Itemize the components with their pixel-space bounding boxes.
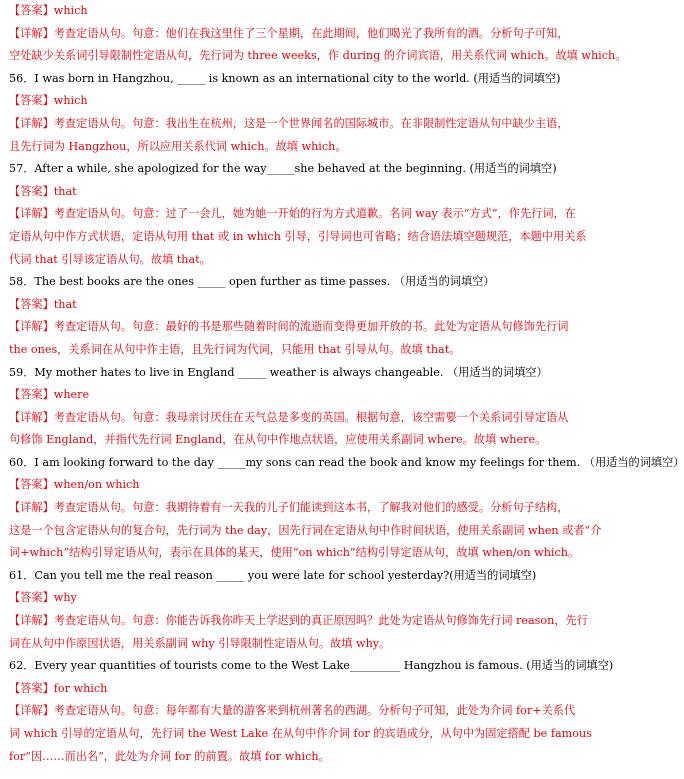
- analysis-line: 词 which 引导的定语从句，先行词 the West Lake 在从句中作介词 for 的宾语成分，从句中为固定搭配 be famous: [9, 727, 592, 740]
- analysis-line: 【详解】考查定语从句。句意：他们在我这里住了三个星期，在此期间，他们喝光了我所有的酒。分析句子可知，: [9, 26, 569, 40]
- question-line: 62．Every year quantities of tourists come to the West Lake_________ Hangzhou is famous. (用适当的词填空): [9, 659, 614, 673]
- question-line: 58．The best books are the ones _____ open further as time passes. （用适当的词填空）: [9, 275, 495, 289]
- answer-line: 【答案】when/on which: [9, 478, 140, 492]
- analysis-line: 【详解】考查定语从句。句意：最好的书是那些随着时间的流逝而变得更加开放的书。此处为定语从句修饰先行词: [9, 320, 569, 334]
- analysis-line: 【详解】考查定语从句。句意：我母亲讨厌住在天气总是多变的英国。根据句意，该空需要一个关系词引导定语从: [9, 410, 569, 424]
- answer-line: 【答案】for which: [9, 681, 108, 695]
- analysis-line: 代词 that 引导该定语从句。故填 that。: [9, 252, 211, 266]
- analysis-line: the ones，关系词在从句中作主语，且先行词为代词，只能用 that 引导从句。故填 that。: [9, 342, 461, 356]
- question-line: 56．I was born in Hangzhou, _____ is known as an international city to the world. (用适当的词填空): [9, 71, 561, 85]
- analysis-line: 【详解】考查定语从句。句意：我出生在杭州，这是一个世界闻名的国际城市。在非限制性定语从句中缺少主语，: [9, 116, 569, 130]
- analysis-line: 词在从句中作原因状语，用关系副词 why 引导限制性定语从句。故填 why。: [9, 636, 391, 650]
- analysis-line: 空处缺少关系词引导限制性定语从句，先行词为 three weeks，作 during 的介词宾语，用关系代词 which。故填 which。: [9, 49, 627, 63]
- answer-line: 【答案】why: [9, 591, 77, 605]
- analysis-line: 且先行词为 Hangzhou，所以应用关系代词 which。故填 which。: [9, 139, 347, 153]
- question-line: 61．Can you tell me the real reason _____ you were late for school yesterday?(用适当的词填空): [9, 568, 537, 582]
- analysis-line: 句修饰 England，并指代先行词 England，在从句中作地点状语，应使用关系副词 where。故填 where。: [9, 433, 547, 447]
- question-line: 59．My mother hates to live in England _____ weather is always changeable. （用适当的词填空）: [9, 365, 548, 379]
- analysis-line: 【详解】考查定语从句。句意：过了一会儿，她为她一开始的行为方式道歉。名词 way 表示“方式”，作先行词，在: [9, 207, 576, 221]
- answer-line: 【答案】that: [9, 297, 77, 311]
- analysis-line: 这是一个包含定语从句的复合句，先行词为 the day，因先行词在定语从句中作时间状语，使用关系副词 when 或者“介: [9, 523, 602, 537]
- answer-line: 【答案】which: [9, 94, 88, 108]
- question-line: 57．After a while, she apologized for the way_____she behaved at the beginning. (用适当的词填空): [9, 162, 557, 176]
- analysis-line: for“因……而出名”，此处为介词 for 的前置。故填 for which。: [9, 749, 330, 763]
- answer-line: 【答案】that: [9, 184, 77, 198]
- answer-line: 【答案】where: [9, 388, 90, 402]
- analysis-line: 【详解】考查定语从句。句意：你能告诉我你昨天上学迟到的真正原因吗？此处为定语从句修饰先行词 reason，先行: [9, 614, 588, 628]
- analysis-line: 【详解】考查定语从句。句意：我期待着有一天我的儿子们能读到这本书，了解我对他们的感受。分析句子结构，: [9, 501, 569, 515]
- question-line: 60．I am looking forward to the day _____my sons can read the book and know my feelings for them. （用适当的词填空）: [9, 455, 684, 469]
- analysis-line: 【详解】考查定语从句。句意：每年都有大量的游客来到杭州著名的西湖。分析句子可知，此处为介词 for+关系代: [9, 704, 576, 718]
- analysis-line: 定语从句中作方式状语，定语从句用 that 或 in which 引导，引导词也可省略；结合语法填空题规范，本题中用关系: [9, 229, 587, 243]
- analysis-line: 词+which”结构引导定语从句，表示在具体的某天，使用“on which”结构引导定语从句，故填 when/on which。: [9, 546, 580, 560]
- answer-line: 【答案】which: [9, 4, 88, 17]
